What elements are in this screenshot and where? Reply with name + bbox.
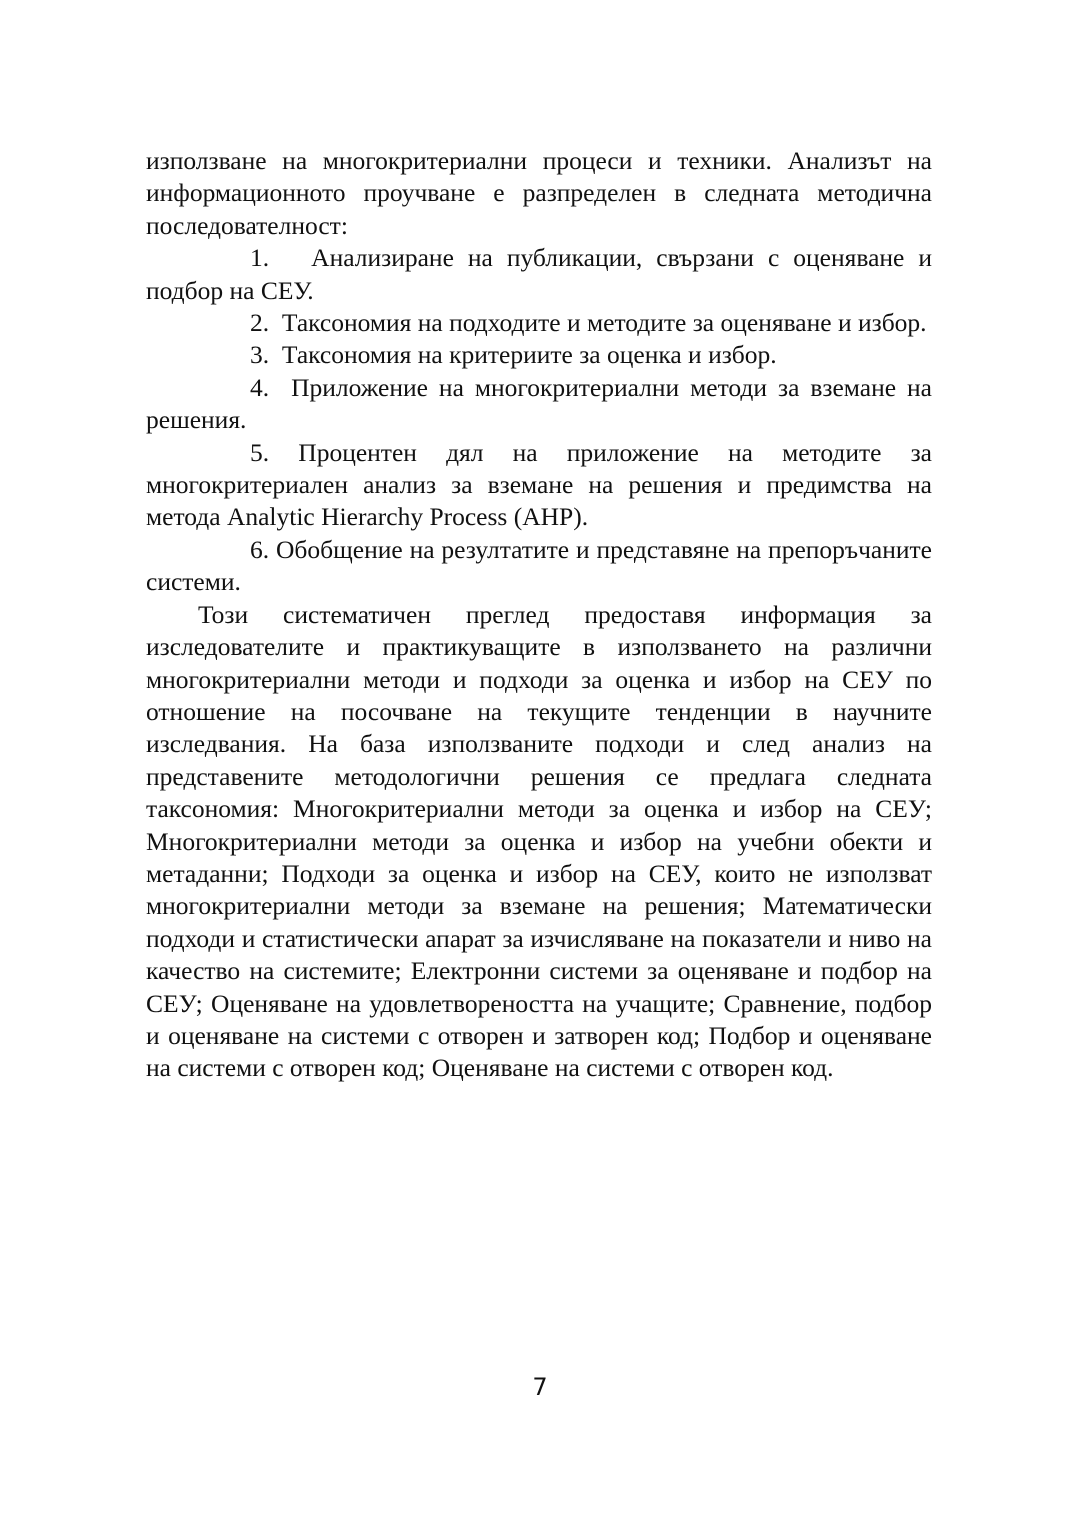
list-number: 1. <box>250 243 270 273</box>
list-item-5 <box>146 437 932 534</box>
list-item-3 <box>146 339 932 371</box>
list-text: Процентен дял на приложение на методите за многокритериален анализ за вземане на решения и предимства на метода Analytic Hierarchy Process (AHP). <box>146 437 933 532</box>
list-text: Обобщение на резултатите и представяне на препоръчаните системи. <box>146 534 932 597</box>
page-number: 7 <box>532 1373 548 1401</box>
conclusion-paragraph: Този систематичен преглед предоставя информация за изследователите и практикуващите в използването на различни многокритериални методи и подходи за оценка и избор на СЕУ по отношение на посочване на текущите тенденции в научните изследвания. На база използваните подходи и след анализ на представените методологични решения се предлага следната таксономия: Многокритериални методи за оценка и избор на СЕУ; Многокритериални методи за оценка и избор на учебни обекти и метаданни; Подходи за оценка и избор на СЕУ, които не използват многокритериални методи за вземане на решения; Математически подходи и статистически апарат за изчисляване на показатели и ниво на качество на системите; Електронни системи за оценяване и подбор на СЕУ; Оценяване на удовлетвореността на учащите; Сравнение, подбор и оценяване на системи с отворен и затворен код; Подбор и оценяване на системи с отворен код; Оценяване на системи с отворен код. <box>146 599 932 1083</box>
list-item-2 <box>146 307 932 339</box>
list-item-6 <box>146 534 932 599</box>
list-text: Таксономия на критериите за оценка и избор. <box>281 340 777 370</box>
intro-paragraph: използване на многокритериални процеси и техники. Анализът на информационното проучване е разпределен в следната методична последователност: <box>146 146 932 240</box>
list-number: 2. <box>250 308 270 338</box>
list-item-1 <box>146 242 932 307</box>
list-number: 4. <box>250 372 270 402</box>
list-text: Таксономия на подходите и методите за оценяване и избор. <box>281 308 927 338</box>
list-number: 6. <box>250 534 270 564</box>
list-number: 5. <box>250 437 270 467</box>
body-text <box>146 145 932 1085</box>
list-number: 3. <box>250 340 270 370</box>
list-text: Анализиране на публикации, свързани с оценяване и подбор на СЕУ. <box>146 243 933 305</box>
list-text: Приложение на многокритериални методи за вземане на решения. <box>146 372 932 435</box>
list-item-4 <box>146 372 932 437</box>
